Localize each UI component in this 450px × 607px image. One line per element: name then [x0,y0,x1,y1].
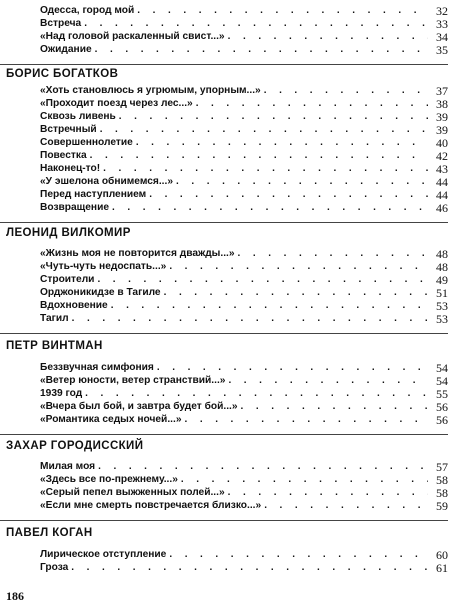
dot-leader [112,202,428,214]
dot-leader [111,300,428,312]
dot-leader [238,248,428,260]
toc-entry [40,387,448,400]
toc-entry [40,400,448,413]
entry-page: 55 [436,387,448,401]
toc-entry [40,561,448,574]
entry-page: 48 [436,260,448,274]
section-divider [0,520,448,521]
entry-title: Гроза [40,562,69,573]
toc-entry [40,247,448,260]
entry-title: Орджоникидзе в Тагиле [40,287,161,298]
entry-page: 44 [436,188,448,202]
entry-title: «Серый пепел выжженных полей...» [40,487,225,498]
toc-entry [40,499,448,512]
dot-leader [119,111,428,123]
dot-leader [176,176,428,188]
dot-leader [157,362,428,374]
entry-title: «Над головой раскаленный свист...» [40,31,225,42]
toc-entry [40,4,448,17]
entry-page: 54 [436,361,448,375]
entry-title: Повестка [40,150,87,161]
section-divider [0,64,448,65]
dot-leader [228,487,428,499]
toc-entry [40,361,448,374]
entry-title: «Здесь все по-прежнему...» [40,474,178,485]
dot-leader [169,549,428,561]
dot-leader [228,31,428,43]
author-heading: ПЕТР ВИНТМАН [6,340,103,352]
dot-leader [137,5,428,17]
toc-entry [40,84,448,97]
entry-page: 33 [436,17,448,31]
entry-page: 54 [436,374,448,388]
entry-page: 51 [436,286,448,300]
entry-page: 38 [436,97,448,111]
toc-entry [40,460,448,473]
entry-title: «Вчера был бой, и завтра будет бой...» [40,401,238,412]
entry-page: 60 [436,548,448,562]
toc-entry [40,110,448,123]
entry-title: «Проходит поезд через лес...» [40,98,193,109]
entry-title: «Ветер юности, ветер странствий...» [40,375,226,386]
toc-entry [40,486,448,499]
toc-entry [40,188,448,201]
dot-leader [103,163,428,175]
entry-page: 35 [436,43,448,57]
toc-entry [40,162,448,175]
entry-title: Встреча [40,18,82,29]
entry-page: 56 [436,413,448,427]
dot-leader [264,85,428,97]
toc-entry [40,17,448,30]
entry-title: «У эшелона обнимемся...» [40,176,173,187]
author-heading: БОРИС БОГАТКОВ [6,68,119,80]
entry-page: 57 [436,460,448,474]
dot-leader [100,124,428,136]
dot-leader [136,137,428,149]
entry-page: 59 [436,499,448,513]
toc-entry [40,286,448,299]
entry-page: 44 [436,175,448,189]
toc-entry [40,43,448,56]
entry-title: Сквозь ливень [40,111,116,122]
author-heading: ЗАХАР ГОРОДИССКИЙ [6,440,144,452]
entry-title: «Чуть-чуть недоспать...» [40,261,167,272]
section-divider [0,434,448,435]
entry-title: «Если мне смерть повстречается близко...» [40,500,262,511]
entry-page: 34 [436,30,448,44]
entry-title: 1939 год [40,388,83,399]
author-heading: ЛЕОНИД ВИЛКОМИР [6,227,131,239]
toc-entry [40,30,448,43]
toc-entry [40,473,448,486]
entry-title: Беззвучная симфония [40,362,154,373]
dot-leader [164,287,428,299]
dot-leader [184,414,428,426]
dot-leader [149,189,428,201]
section-divider [0,333,448,334]
entry-page: 39 [436,123,448,137]
toc-entry [40,548,448,561]
entry-page: 39 [436,110,448,124]
entry-title: Милая моя [40,461,96,472]
author-heading: ПАВЕЛ КОГАН [6,527,93,539]
toc-entry [40,201,448,214]
dot-leader [71,562,428,574]
dot-leader [84,18,428,30]
toc-entry [40,97,448,110]
entry-title: «Хоть становлюсь я угрюмым, упорным...» [40,85,261,96]
entry-page: 53 [436,312,448,326]
dot-leader [95,44,428,56]
entry-page: 46 [436,201,448,215]
toc-entry [40,374,448,387]
dot-leader [98,461,428,473]
entry-title: «Жизнь моя не повторится дважды...» [40,248,235,259]
dot-leader [196,98,428,110]
entry-title: Наконец-то! [40,163,101,174]
toc-entry [40,273,448,286]
dot-leader [241,401,428,413]
section-divider [0,222,448,223]
entry-title: Перед наступлением [40,189,147,200]
entry-page: 49 [436,273,448,287]
entry-title: Строители [40,274,95,285]
entry-title: Лирическое отступление [40,549,167,560]
entry-page: 56 [436,400,448,414]
entry-page: 48 [436,247,448,261]
toc-entry [40,149,448,162]
toc-entry [40,299,448,312]
entry-title: Возвращение [40,202,110,213]
page-number: 186 [6,589,24,603]
entry-title: Вдохновение [40,300,108,311]
dot-leader [97,274,428,286]
entry-page: 40 [436,136,448,150]
dot-leader [264,500,428,512]
toc-entry [40,260,448,273]
toc-entry [40,413,448,426]
entry-title: Тагил [40,313,69,324]
entry-page: 37 [436,84,448,98]
entry-page: 53 [436,299,448,313]
entry-title: Одесса, город мой [40,5,135,16]
entry-page: 42 [436,149,448,163]
entry-title: Встречный [40,124,97,135]
entry-page: 58 [436,473,448,487]
toc-entry [40,175,448,188]
dot-leader [72,313,428,325]
dot-leader [181,474,428,486]
dot-leader [228,375,428,387]
dot-leader [90,150,428,162]
toc-entry [40,123,448,136]
toc-entry [40,312,448,325]
entry-title: Ожидание [40,44,92,55]
entry-title: Совершеннолетие [40,137,133,148]
entry-page: 32 [436,4,448,18]
toc-entry [40,136,448,149]
entry-page: 61 [436,561,448,575]
entry-title: «Романтика седых ночей...» [40,414,182,425]
dot-leader [169,261,428,273]
dot-leader [85,388,428,400]
entry-page: 58 [436,486,448,500]
entry-page: 43 [436,162,448,176]
